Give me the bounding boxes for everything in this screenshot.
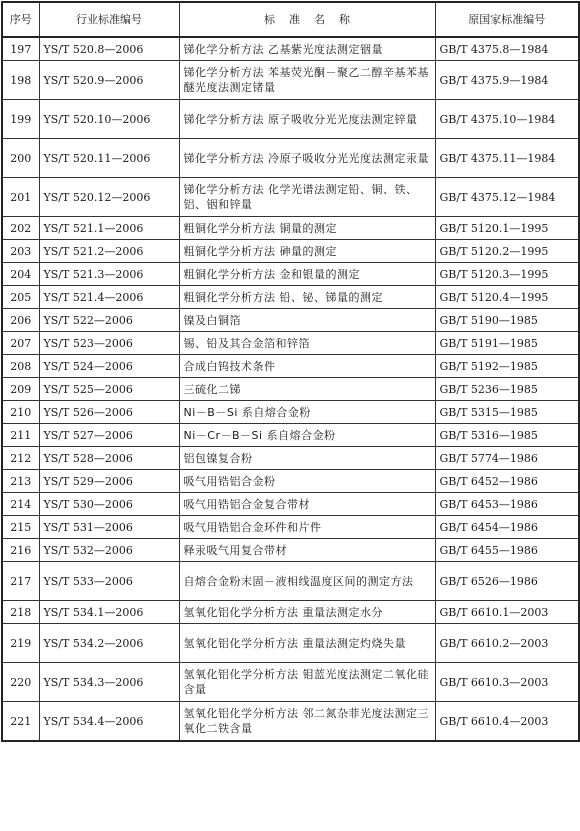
table-row xyxy=(2,178,579,217)
table-row xyxy=(2,516,579,539)
row-industry-code: YS/T 530—2006 xyxy=(39,493,179,516)
row-standard-name: 氢氧化铝化学分析方法 邻二氮杂菲光度法测定三氧化二铁含量 xyxy=(179,702,435,742)
row-seq: 211 xyxy=(2,424,39,447)
row-seq: 203 xyxy=(2,240,39,263)
row-original-code: GB/T 5120.3—1995 xyxy=(435,263,579,286)
row-industry-code: YS/T 534.3—2006 xyxy=(39,663,179,702)
header-row xyxy=(2,2,579,37)
table-row xyxy=(2,493,579,516)
row-industry-code: YS/T 527—2006 xyxy=(39,424,179,447)
table-row xyxy=(2,355,579,378)
table-row xyxy=(2,139,579,178)
row-industry-code: YS/T 526—2006 xyxy=(39,401,179,424)
row-industry-code: YS/T 520.10—2006 xyxy=(39,100,179,139)
row-seq: 217 xyxy=(2,562,39,601)
row-original-code: GB/T 4375.12—1984 xyxy=(435,178,579,217)
row-original-code: GB/T 5192—1985 xyxy=(435,355,579,378)
row-seq: 210 xyxy=(2,401,39,424)
row-standard-name: 锑化学分析方法 化学光谱法测定铅、铜、铁、铝、铟和锌量 xyxy=(179,178,435,217)
row-seq: 218 xyxy=(2,601,39,624)
row-seq: 207 xyxy=(2,332,39,355)
row-original-code: GB/T 5120.1—1995 xyxy=(435,217,579,240)
row-seq: 219 xyxy=(2,624,39,663)
header-original-code: 原国家标准编号 xyxy=(435,2,579,37)
row-industry-code: YS/T 531—2006 xyxy=(39,516,179,539)
row-seq: 205 xyxy=(2,286,39,309)
row-standard-name: 氢氧化铝化学分析方法 重量法测定灼烧失量 xyxy=(179,624,435,663)
row-industry-code: YS/T 522—2006 xyxy=(39,309,179,332)
row-industry-code: YS/T 520.12—2006 xyxy=(39,178,179,217)
row-seq: 198 xyxy=(2,61,39,100)
row-original-code: GB/T 6454—1986 xyxy=(435,516,579,539)
row-standard-name: 氢氧化铝化学分析方法 重量法测定水分 xyxy=(179,601,435,624)
row-original-code: GB/T 6453—1986 xyxy=(435,493,579,516)
table-row xyxy=(2,401,579,424)
row-original-code: GB/T 6610.1—2003 xyxy=(435,601,579,624)
row-original-code: GB/T 5191—1985 xyxy=(435,332,579,355)
row-original-code: GB/T 5316—1985 xyxy=(435,424,579,447)
table-row xyxy=(2,217,579,240)
table-row xyxy=(2,332,579,355)
table-row xyxy=(2,601,579,624)
table-header xyxy=(2,2,579,37)
row-seq: 199 xyxy=(2,100,39,139)
row-industry-code: YS/T 520.8—2006 xyxy=(39,37,179,61)
row-industry-code: YS/T 532—2006 xyxy=(39,539,179,562)
row-original-code: GB/T 4375.10—1984 xyxy=(435,100,579,139)
row-standard-name: 粗铜化学分析方法 金和银量的测定 xyxy=(179,263,435,286)
table-row xyxy=(2,378,579,401)
row-standard-name: 锑化学分析方法 原子吸收分光光度法测定锌量 xyxy=(179,100,435,139)
row-seq: 197 xyxy=(2,37,39,61)
table-row xyxy=(2,424,579,447)
row-seq: 200 xyxy=(2,139,39,178)
table-row xyxy=(2,562,579,601)
row-standard-name: Ni－B－Si 系自熔合金粉 xyxy=(179,401,435,424)
row-seq: 221 xyxy=(2,702,39,742)
table-row xyxy=(2,263,579,286)
row-standard-name: 铝包镍复合粉 xyxy=(179,447,435,470)
table-row xyxy=(2,539,579,562)
row-standard-name: 锑化学分析方法 苯基荧光酮－聚乙二醇辛基苯基醚光度法测定锗量 xyxy=(179,61,435,100)
row-standard-name: 镍及白铜箔 xyxy=(179,309,435,332)
row-standard-name: 粗铜化学分析方法 铅、铋、锑量的测定 xyxy=(179,286,435,309)
row-standard-name: 自熔合金粉末固－液相线温度区间的测定方法 xyxy=(179,562,435,601)
table-row xyxy=(2,286,579,309)
row-standard-name: 合成白钨技术条件 xyxy=(179,355,435,378)
row-standard-name: 锑化学分析方法 冷原子吸收分光光度法测定汞量 xyxy=(179,139,435,178)
row-standard-name: Ni－Cr－B－Si 系自熔合金粉 xyxy=(179,424,435,447)
row-standard-name: 吸气用锆铝合金环件和片件 xyxy=(179,516,435,539)
row-industry-code: YS/T 521.3—2006 xyxy=(39,263,179,286)
table-row xyxy=(2,624,579,663)
table-row xyxy=(2,61,579,100)
row-industry-code: YS/T 520.9—2006 xyxy=(39,61,179,100)
table-row xyxy=(2,663,579,702)
row-seq: 216 xyxy=(2,539,39,562)
row-standard-name: 释汞吸气用复合带材 xyxy=(179,539,435,562)
header-industry-code: 行业标准编号 xyxy=(39,2,179,37)
table-row xyxy=(2,37,579,61)
row-original-code: GB/T 6452—1986 xyxy=(435,470,579,493)
row-original-code: GB/T 6455—1986 xyxy=(435,539,579,562)
row-original-code: GB/T 4375.9—1984 xyxy=(435,61,579,100)
row-original-code: GB/T 4375.8—1984 xyxy=(435,37,579,61)
row-original-code: GB/T 5120.2—1995 xyxy=(435,240,579,263)
row-original-code: GB/T 6610.4—2003 xyxy=(435,702,579,742)
row-original-code: GB/T 6526—1986 xyxy=(435,562,579,601)
header-name: 标准名称 xyxy=(179,2,435,37)
row-standard-name: 粗铜化学分析方法 砷量的测定 xyxy=(179,240,435,263)
row-seq: 201 xyxy=(2,178,39,217)
row-industry-code: YS/T 521.4—2006 xyxy=(39,286,179,309)
row-original-code: GB/T 6610.3—2003 xyxy=(435,663,579,702)
row-seq: 213 xyxy=(2,470,39,493)
row-seq: 209 xyxy=(2,378,39,401)
row-industry-code: YS/T 521.1—2006 xyxy=(39,217,179,240)
row-standard-name: 粗铜化学分析方法 铜量的测定 xyxy=(179,217,435,240)
row-seq: 206 xyxy=(2,309,39,332)
row-industry-code: YS/T 524—2006 xyxy=(39,355,179,378)
standards-table xyxy=(1,1,580,742)
table-row xyxy=(2,100,579,139)
row-seq: 208 xyxy=(2,355,39,378)
table-row xyxy=(2,702,579,742)
row-industry-code: YS/T 523—2006 xyxy=(39,332,179,355)
row-industry-code: YS/T 521.2—2006 xyxy=(39,240,179,263)
row-original-code: GB/T 4375.11—1984 xyxy=(435,139,579,178)
row-industry-code: YS/T 525—2006 xyxy=(39,378,179,401)
table-row xyxy=(2,447,579,470)
row-standard-name: 吸气用锆铝合金粉 xyxy=(179,470,435,493)
row-seq: 215 xyxy=(2,516,39,539)
row-seq: 220 xyxy=(2,663,39,702)
row-seq: 212 xyxy=(2,447,39,470)
row-standard-name: 三硫化二锑 xyxy=(179,378,435,401)
row-original-code: GB/T 5315—1985 xyxy=(435,401,579,424)
row-standard-name: 氢氧化铝化学分析方法 钼蓝光度法测定二氧化硅含量 xyxy=(179,663,435,702)
table-body xyxy=(2,37,579,741)
table-row xyxy=(2,240,579,263)
row-industry-code: YS/T 520.11—2006 xyxy=(39,139,179,178)
row-industry-code: YS/T 534.4—2006 xyxy=(39,702,179,742)
row-original-code: GB/T 5190—1985 xyxy=(435,309,579,332)
row-seq: 202 xyxy=(2,217,39,240)
row-industry-code: YS/T 533—2006 xyxy=(39,562,179,601)
row-original-code: GB/T 5236—1985 xyxy=(435,378,579,401)
row-standard-name: 锑化学分析方法 乙基紫光度法测定铟量 xyxy=(179,37,435,61)
row-industry-code: YS/T 528—2006 xyxy=(39,447,179,470)
row-industry-code: YS/T 529—2006 xyxy=(39,470,179,493)
header-seq: 序号 xyxy=(2,2,39,37)
row-industry-code: YS/T 534.2—2006 xyxy=(39,624,179,663)
row-standard-name: 锡、铅及其合金箔和锌箔 xyxy=(179,332,435,355)
table-row xyxy=(2,470,579,493)
row-seq: 204 xyxy=(2,263,39,286)
row-seq: 214 xyxy=(2,493,39,516)
row-standard-name: 吸气用锆铝合金复合带材 xyxy=(179,493,435,516)
row-original-code: GB/T 6610.2—2003 xyxy=(435,624,579,663)
table-row xyxy=(2,309,579,332)
row-original-code: GB/T 5774—1986 xyxy=(435,447,579,470)
row-original-code: GB/T 5120.4—1995 xyxy=(435,286,579,309)
row-industry-code: YS/T 534.1—2006 xyxy=(39,601,179,624)
